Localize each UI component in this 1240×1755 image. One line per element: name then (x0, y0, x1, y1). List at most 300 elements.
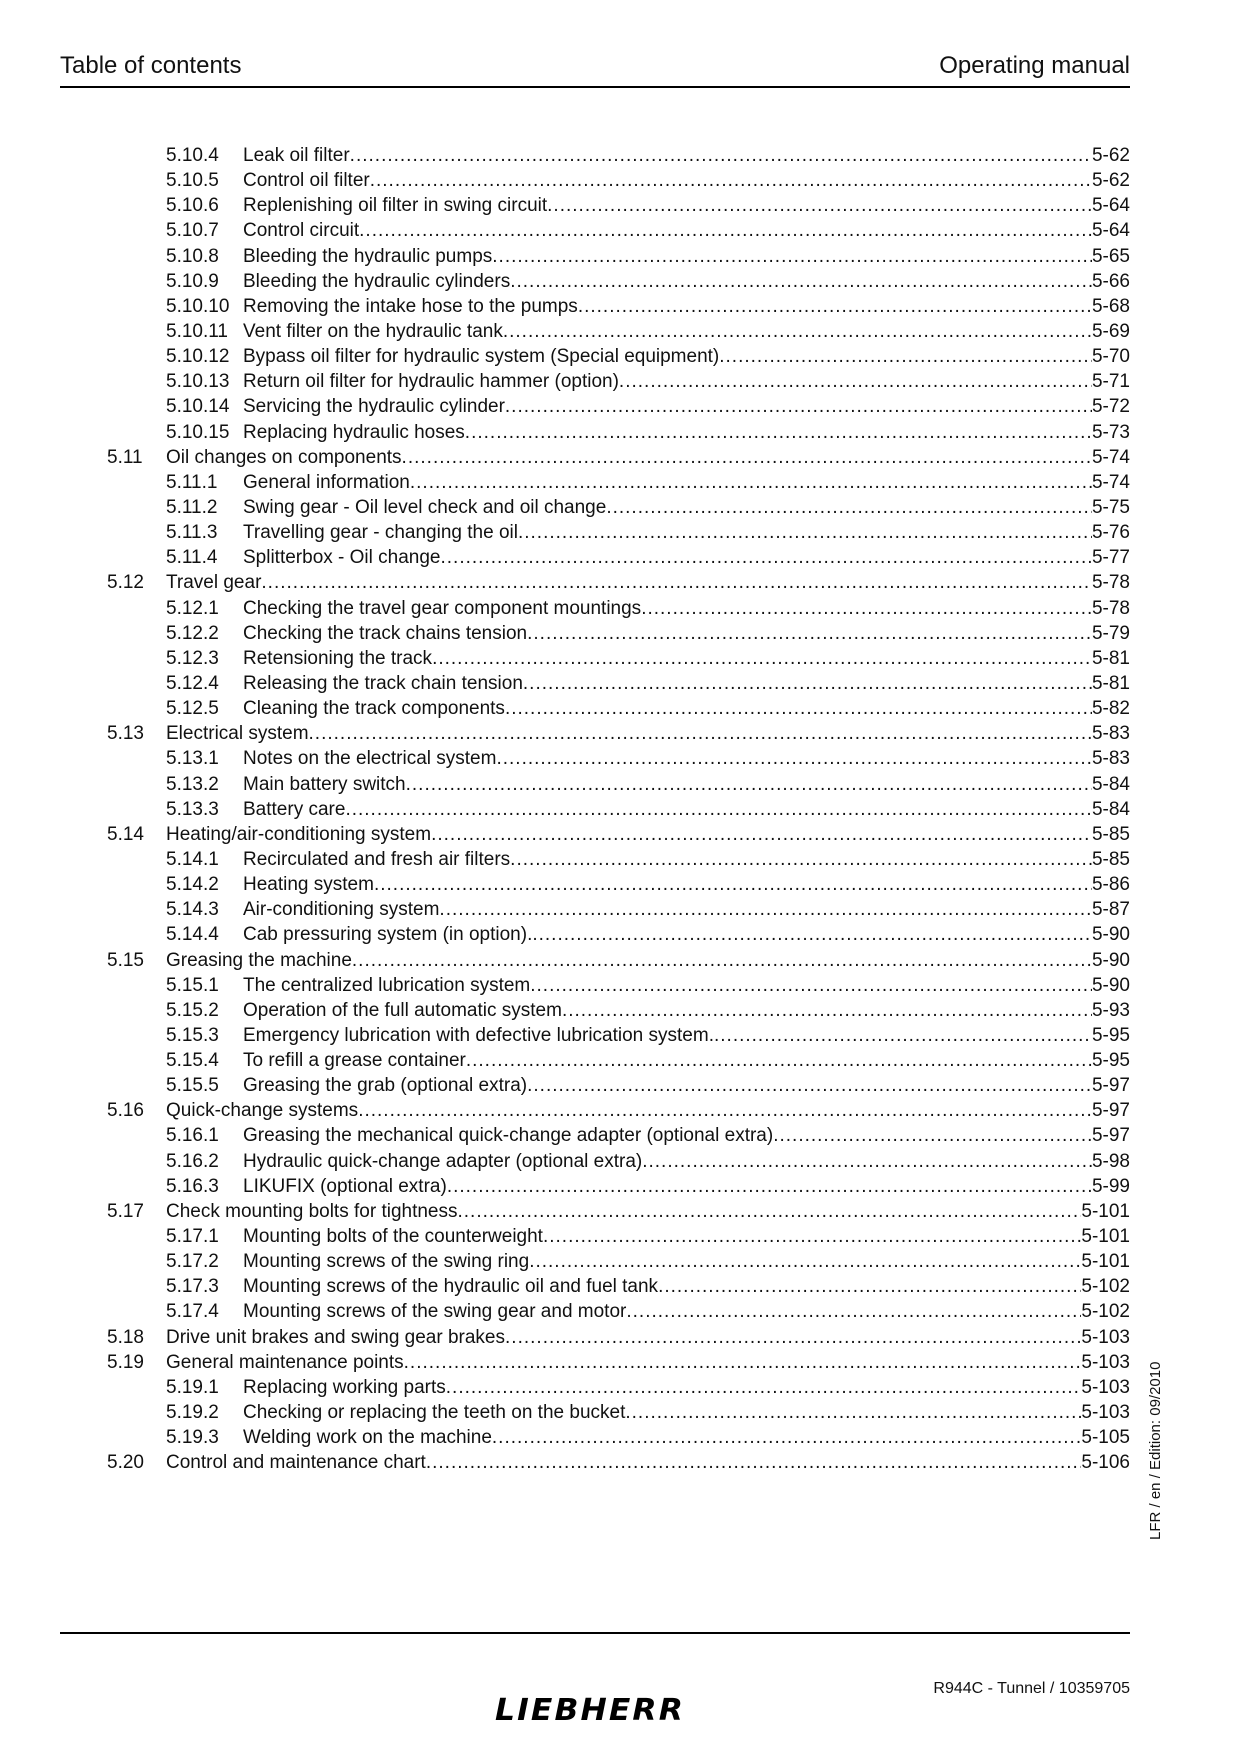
toc-entry-title: General information (243, 470, 410, 495)
toc-entry-title: Check mounting bolts for tightness (166, 1199, 458, 1224)
toc-entry-page: 5-90 (1091, 974, 1130, 996)
toc-entry-page: 5-86 (1091, 874, 1130, 896)
toc-entry-title: Servicing the hydraulic cylinder (243, 394, 505, 419)
toc-entry[interactable] (0, 696, 1240, 721)
toc-entry-page: 5-85 (1091, 823, 1130, 845)
toc-entry-number: 5.19.2 (166, 1402, 219, 1424)
toc-entry-leader (243, 1299, 1130, 1324)
toc-entry[interactable] (0, 671, 1240, 696)
toc-entry[interactable] (0, 1098, 1240, 1123)
dot-leader (642, 1149, 1092, 1174)
toc-entry-page: 5-71 (1091, 371, 1130, 393)
toc-entry-page: 5-62 (1091, 170, 1130, 192)
toc-entry-title: Retensioning the track (243, 646, 432, 671)
toc-entry-leader (243, 520, 1130, 545)
toc-entry-leader (243, 269, 1130, 294)
toc-entry-leader (243, 1149, 1130, 1174)
toc-entry-number: 5.14.4 (166, 924, 219, 946)
toc-entry[interactable] (0, 193, 1240, 218)
toc-entry-title: Bleeding the hydraulic cylinders (243, 269, 510, 294)
toc-entry-page: 5-75 (1091, 496, 1130, 518)
toc-entry-page: 5-69 (1091, 320, 1130, 342)
dot-leader (773, 1123, 1092, 1148)
toc-entry-leader (166, 445, 1130, 470)
toc-entry-leader (243, 621, 1130, 646)
toc-entry[interactable] (0, 897, 1240, 922)
toc-entry-title: Control circuit (243, 218, 359, 243)
dot-leader (527, 621, 1092, 646)
dot-leader (510, 847, 1092, 872)
dot-leader (578, 294, 1092, 319)
toc-entry-number: 5.12.1 (166, 597, 219, 619)
toc-entry-leader (166, 1350, 1130, 1375)
toc-entry-title: Travelling gear - changing the oil (243, 520, 518, 545)
toc-entry-number: 5.11.4 (166, 547, 218, 569)
toc-entry-leader (243, 797, 1130, 822)
toc-entry-number: 5.13.2 (166, 773, 219, 795)
toc-entry-title: Emergency lubrication with defective lubrication system. (243, 1023, 714, 1048)
toc-entry[interactable] (0, 847, 1240, 872)
toc-entry-page: 5-74 (1091, 471, 1130, 493)
toc-entry-page: 5-95 (1091, 1050, 1130, 1072)
toc-entry-number: 5.10.12 (166, 346, 230, 368)
toc-entry-page: 5-95 (1091, 1024, 1130, 1046)
toc-entry-title: Mounting screws of the swing gear and motor (243, 1299, 626, 1324)
dot-leader (714, 1023, 1092, 1048)
dot-leader (406, 772, 1092, 797)
toc-entry-number: 5.11.1 (166, 471, 218, 493)
dot-leader (309, 721, 1092, 746)
toc-entry[interactable] (0, 797, 1240, 822)
toc-entry-number: 5.11.2 (166, 496, 218, 518)
toc-entry[interactable] (0, 772, 1240, 797)
toc-entry-page: 5-93 (1091, 999, 1130, 1021)
toc-entry[interactable] (0, 822, 1240, 847)
toc-entry-leader (243, 1048, 1130, 1073)
toc-entry[interactable] (0, 1450, 1240, 1475)
dot-leader (370, 168, 1092, 193)
toc-entry[interactable] (0, 445, 1240, 470)
toc-entry-leader (243, 1224, 1130, 1249)
toc-entry-number: 5.12.5 (166, 698, 219, 720)
toc-entry-number: 5.10.5 (166, 170, 219, 192)
toc-entry[interactable] (0, 1174, 1240, 1199)
toc-entry-leader (166, 1450, 1130, 1475)
dot-leader (261, 570, 1092, 595)
toc-entry-title: Splitterbox - Oil change (243, 545, 441, 570)
toc-entry-number: 5.12.3 (166, 647, 219, 669)
toc-entry-page: 5-102 (1081, 1301, 1130, 1323)
toc-entry-leader (243, 244, 1130, 269)
toc-entry-leader (243, 545, 1130, 570)
toc-entry-leader (243, 772, 1130, 797)
toc-entry-leader (243, 922, 1130, 947)
toc-entry-leader (166, 822, 1130, 847)
toc-entry[interactable] (0, 495, 1240, 520)
toc-entry-number: 5.20 (107, 1452, 144, 1474)
dot-leader (503, 319, 1092, 344)
toc-entry-number: 5.12.2 (166, 622, 219, 644)
toc-entry[interactable] (0, 218, 1240, 243)
dot-leader (496, 746, 1092, 771)
toc-entry-title: Removing the intake hose to the pumps (243, 294, 578, 319)
edition-note-text: LFR / en / Edition: 09/2010 (1147, 1361, 1164, 1540)
toc-entry[interactable] (0, 168, 1240, 193)
toc-entry[interactable] (0, 721, 1240, 746)
toc-entry-number: 5.12 (107, 572, 144, 594)
toc-entry-leader (243, 420, 1130, 445)
toc-entry[interactable] (0, 872, 1240, 897)
dot-leader (641, 596, 1092, 621)
toc-entry-title: Return oil filter for hydraulic hammer (option) (243, 369, 619, 394)
toc-entry-leader (166, 948, 1130, 973)
toc-entry[interactable] (0, 1199, 1240, 1224)
toc-entry-number: 5.14 (107, 823, 144, 845)
dot-leader (466, 1048, 1092, 1073)
toc-entry-leader (166, 1199, 1130, 1224)
toc-entry[interactable] (0, 369, 1240, 394)
toc-entry-number: 5.10.13 (166, 371, 230, 393)
toc-entry[interactable] (0, 1325, 1240, 1350)
toc-entry[interactable] (0, 420, 1240, 445)
toc-entry-leader (243, 1023, 1130, 1048)
toc-entry-number: 5.15 (107, 949, 144, 971)
toc-entry-number: 5.14.1 (166, 848, 219, 870)
toc-entry-number: 5.16.1 (166, 1125, 219, 1147)
toc-entry-page: 5-81 (1091, 647, 1130, 669)
toc-entry-number: 5.10.4 (166, 145, 219, 166)
toc-entry-page: 5-64 (1091, 220, 1130, 242)
toc-entry-leader (166, 721, 1130, 746)
dot-leader (402, 445, 1092, 470)
toc-entry-leader (243, 847, 1130, 872)
toc-entry-leader (243, 218, 1130, 243)
dot-leader (352, 948, 1092, 973)
toc-entry[interactable] (0, 1375, 1240, 1400)
toc-entry-title: Welding work on the machine (243, 1425, 492, 1450)
toc-entry-title: Operation of the full automatic system (243, 998, 562, 1023)
toc-entry-number: 5.17.1 (166, 1226, 219, 1248)
toc-entry-number: 5.16.2 (166, 1150, 219, 1172)
toc-entry-page: 5-85 (1091, 848, 1130, 870)
toc-entry-leader (166, 1325, 1130, 1350)
toc-entry-page: 5-82 (1091, 698, 1130, 720)
toc-entry-page: 5-87 (1091, 899, 1130, 921)
toc-entry-number: 5.14.2 (166, 874, 219, 896)
toc-entry-number: 5.18 (107, 1326, 144, 1348)
dot-leader (626, 1299, 1081, 1324)
toc-entry-number: 5.10.11 (166, 320, 228, 342)
dot-leader (431, 822, 1092, 847)
toc-entry-page: 5-103 (1081, 1376, 1130, 1398)
toc-entry-number: 5.16 (107, 1100, 144, 1122)
toc-entry-leader (243, 193, 1130, 218)
dot-leader (510, 269, 1092, 294)
toc-entry-leader (243, 369, 1130, 394)
toc-entry-page: 5-97 (1091, 1100, 1130, 1122)
toc-entry-title: Cleaning the track components (243, 696, 505, 721)
toc-entry-title: Checking the travel gear component mountings (243, 596, 641, 621)
toc-entry-leader (243, 973, 1130, 998)
toc-entry-title: Travel gear (166, 570, 261, 595)
toc-entry-number: 5.12.4 (166, 672, 219, 694)
toc-entry-page: 5-64 (1091, 195, 1130, 217)
toc-entry-title: Bleeding the hydraulic pumps (243, 244, 492, 269)
toc-entry[interactable] (0, 545, 1240, 570)
toc-entry[interactable] (0, 948, 1240, 973)
toc-entry-title: Checking or replacing the teeth on the bucket (243, 1400, 625, 1425)
toc-entry[interactable] (0, 1023, 1240, 1048)
toc-entry-page: 5-73 (1091, 421, 1130, 443)
page-header (60, 52, 1130, 88)
toc-entry-page: 5-72 (1091, 396, 1130, 418)
toc-entry-number: 5.17 (107, 1200, 144, 1222)
toc-entry[interactable] (0, 1048, 1240, 1073)
toc-entry-title: Leak oil filter (243, 143, 350, 168)
header-manual-title: Operating manual (939, 52, 1130, 79)
toc-entry-page: 5-99 (1091, 1175, 1130, 1197)
toc-entry-number: 5.13.1 (166, 748, 219, 770)
dot-leader (658, 1274, 1081, 1299)
toc-entry-page: 5-101 (1081, 1226, 1130, 1248)
dot-leader (350, 143, 1092, 168)
toc-entry-leader (243, 1400, 1130, 1425)
toc-entry-title: Mounting screws of the hydraulic oil and fuel tank (243, 1274, 658, 1299)
toc-entry-leader (243, 872, 1130, 897)
dot-leader (358, 1098, 1092, 1123)
toc-entry-page: 5-97 (1091, 1075, 1130, 1097)
dot-leader (518, 520, 1092, 545)
toc-entry-number: 5.11.3 (166, 522, 218, 544)
toc-entry-leader (243, 696, 1130, 721)
dot-leader (492, 1425, 1081, 1450)
toc-entry[interactable] (0, 922, 1240, 947)
toc-entry-page: 5-103 (1081, 1326, 1130, 1348)
toc-entry-title: Control and maintenance chart (166, 1450, 426, 1475)
toc-entry[interactable] (0, 746, 1240, 771)
toc-entry-title: Greasing the machine (166, 948, 352, 973)
toc-entry-page: 5-78 (1091, 572, 1130, 594)
toc-entry-title: Mounting screws of the swing ring (243, 1249, 529, 1274)
toc-entry-number: 5.15.5 (166, 1075, 219, 1097)
toc-entry-leader (243, 495, 1130, 520)
toc-entry-page: 5-65 (1091, 245, 1130, 267)
toc-entry-title: Battery care (243, 797, 345, 822)
toc-entry-number: 5.19.1 (166, 1376, 219, 1398)
toc-entry-page: 5-98 (1091, 1150, 1130, 1172)
toc-entry-page: 5-84 (1091, 773, 1130, 795)
toc-entry[interactable] (0, 1425, 1240, 1450)
header-section-title: Table of contents (60, 52, 242, 79)
toc-entry-title: To refill a grease container (243, 1048, 466, 1073)
toc-entry-page: 5-97 (1091, 1125, 1130, 1147)
toc-entry-leader (243, 294, 1130, 319)
toc-entry-page: 5-105 (1081, 1427, 1130, 1449)
toc-entry[interactable] (0, 294, 1240, 319)
dot-leader (527, 1073, 1092, 1098)
toc-entry-title: The centralized lubrication system (243, 973, 530, 998)
toc-entry-page: 5-70 (1091, 346, 1130, 368)
toc-entry[interactable] (0, 1299, 1240, 1324)
dot-leader (547, 193, 1092, 218)
toc-entry-number: 5.13 (107, 723, 144, 745)
toc-entry-title: Oil changes on components (166, 445, 402, 470)
dot-leader (505, 394, 1092, 419)
dot-leader (374, 872, 1092, 897)
dot-leader (447, 1174, 1092, 1199)
liebherr-logo (490, 1693, 690, 1725)
toc-entry-number: 5.19.3 (166, 1427, 219, 1449)
toc-entry-leader (243, 897, 1130, 922)
toc-entry-number: 5.13.3 (166, 798, 219, 820)
dot-leader (432, 646, 1092, 671)
toc-entry-leader (243, 1174, 1130, 1199)
dot-leader (492, 244, 1092, 269)
toc-entry[interactable] (0, 1350, 1240, 1375)
toc-entry[interactable] (0, 621, 1240, 646)
toc-entry[interactable] (0, 570, 1240, 595)
dot-leader (426, 1450, 1082, 1475)
dot-leader (530, 973, 1092, 998)
toc-entry-title: Bypass oil filter for hydraulic system (Special equipment) (243, 344, 719, 369)
toc-entry-leader (243, 470, 1130, 495)
dot-leader (505, 1325, 1081, 1350)
toc-entry-leader (243, 1425, 1130, 1450)
toc-entry-page: 5-68 (1091, 295, 1130, 317)
dot-leader (345, 797, 1092, 822)
dot-leader (458, 1199, 1082, 1224)
toc-entry[interactable] (0, 973, 1240, 998)
toc-entry-number: 5.17.2 (166, 1251, 219, 1273)
toc-entry[interactable] (0, 998, 1240, 1023)
toc-entry-leader (243, 1123, 1130, 1148)
toc-entry-number: 5.17.4 (166, 1301, 219, 1323)
toc-entry-number: 5.11 (107, 446, 143, 468)
toc-entry[interactable] (0, 520, 1240, 545)
toc-entry[interactable] (0, 319, 1240, 344)
dot-leader (439, 897, 1092, 922)
toc-entry-page: 5-102 (1081, 1276, 1130, 1298)
toc-entry-leader (243, 646, 1130, 671)
toc-entry-title: General maintenance points (166, 1350, 404, 1375)
toc-entry-title: Replacing hydraulic hoses (243, 420, 465, 445)
toc-entry-page: 5-103 (1081, 1402, 1130, 1424)
toc-entry-leader (166, 1098, 1130, 1123)
toc-entry-title: Air-conditioning system (243, 897, 439, 922)
toc-entry-number: 5.10.10 (166, 295, 230, 317)
toc-entry[interactable] (0, 1073, 1240, 1098)
dot-leader (719, 344, 1092, 369)
toc-entry-page: 5-66 (1091, 270, 1130, 292)
toc-entry-leader (243, 746, 1130, 771)
document-reference: R944C - Tunnel / 10359705 (933, 1680, 1130, 1697)
toc-entry[interactable] (0, 344, 1240, 369)
dot-leader (359, 218, 1092, 243)
toc-entry-page: 5-83 (1091, 723, 1130, 745)
toc-entry-title: Quick-change systems (166, 1098, 358, 1123)
toc-entry[interactable] (0, 596, 1240, 621)
toc-entry-number: 5.10.9 (166, 270, 219, 292)
toc-entry-number: 5.10.7 (166, 220, 219, 242)
toc-entry-title: Drive unit brakes and swing gear brakes (166, 1325, 505, 1350)
toc-entry-page: 5-62 (1091, 145, 1130, 166)
toc-entry-number: 5.10.15 (166, 421, 230, 443)
toc-entry-page: 5-81 (1091, 672, 1130, 694)
toc-entry-page: 5-78 (1091, 597, 1130, 619)
toc-entry-leader (243, 394, 1130, 419)
toc-entry-number: 5.10.6 (166, 195, 219, 217)
toc-entry[interactable] (0, 1274, 1240, 1299)
toc-entry-leader (243, 1375, 1130, 1400)
toc-entry-number: 5.15.1 (166, 974, 219, 996)
table-of-contents (0, 143, 1240, 1475)
toc-entry[interactable] (0, 244, 1240, 269)
toc-entry-page: 5-84 (1091, 798, 1130, 820)
toc-entry-title: Greasing the grab (optional extra) (243, 1073, 527, 1098)
toc-entry-number: 5.16.3 (166, 1175, 219, 1197)
toc-entry[interactable] (0, 1123, 1240, 1148)
dot-leader (619, 369, 1092, 394)
toc-entry-leader (243, 998, 1130, 1023)
toc-entry[interactable] (0, 470, 1240, 495)
toc-entry[interactable] (0, 646, 1240, 671)
toc-entry-title: Mounting bolts of the counterweight (243, 1224, 543, 1249)
toc-entry[interactable] (0, 269, 1240, 294)
toc-entry-number: 5.15.2 (166, 999, 219, 1021)
toc-entry-title: Control oil filter (243, 168, 370, 193)
toc-entry-title: Replenishing oil filter in swing circuit (243, 193, 547, 218)
toc-entry-page: 5-90 (1091, 924, 1130, 946)
toc-entry-leader (243, 344, 1130, 369)
dot-leader (505, 696, 1092, 721)
toc-entry-number: 5.10.8 (166, 245, 219, 267)
toc-entry[interactable] (0, 1149, 1240, 1174)
toc-entry-title: LIKUFIX (optional extra) (243, 1174, 447, 1199)
toc-entry-title: Replacing working parts (243, 1375, 446, 1400)
dot-leader (523, 671, 1092, 696)
toc-entry-page: 5-101 (1081, 1200, 1130, 1222)
toc-entry-page: 5-76 (1091, 522, 1130, 544)
toc-entry-title: Checking the track chains tension (243, 621, 527, 646)
toc-entry-page: 5-83 (1091, 748, 1130, 770)
toc-entry-title: Greasing the mechanical quick-change adapter (optional extra) (243, 1123, 773, 1148)
toc-entry-title: Heating/air-conditioning system (166, 822, 431, 847)
toc-entry-number: 5.19 (107, 1351, 144, 1373)
toc-entry-number: 5.14.3 (166, 899, 219, 921)
toc-entry-leader (243, 168, 1130, 193)
toc-entry-title: Vent filter on the hydraulic tank (243, 319, 503, 344)
toc-entry[interactable] (0, 394, 1240, 419)
toc-entry-title: Recirculated and fresh air filters (243, 847, 510, 872)
toc-entry-page: 5-79 (1091, 622, 1130, 644)
toc-entry[interactable] (0, 143, 1240, 168)
dot-leader (606, 495, 1092, 520)
dot-leader (529, 1249, 1081, 1274)
toc-entry-number: 5.15.3 (166, 1024, 219, 1046)
toc-entry-page: 5-106 (1081, 1452, 1130, 1474)
toc-entry-title: Swing gear - Oil level check and oil change (243, 495, 606, 520)
toc-entry-title: Heating system (243, 872, 374, 897)
toc-entry-page: 5-101 (1081, 1251, 1130, 1273)
toc-entry-leader (243, 319, 1130, 344)
toc-entry[interactable] (0, 1249, 1240, 1274)
toc-entry[interactable] (0, 1224, 1240, 1249)
toc-entry[interactable] (0, 1400, 1240, 1425)
dot-leader (543, 1224, 1081, 1249)
toc-entry-title: Electrical system (166, 721, 309, 746)
toc-entry-title: Notes on the electrical system (243, 746, 496, 771)
toc-entry-title: Releasing the track chain tension (243, 671, 523, 696)
